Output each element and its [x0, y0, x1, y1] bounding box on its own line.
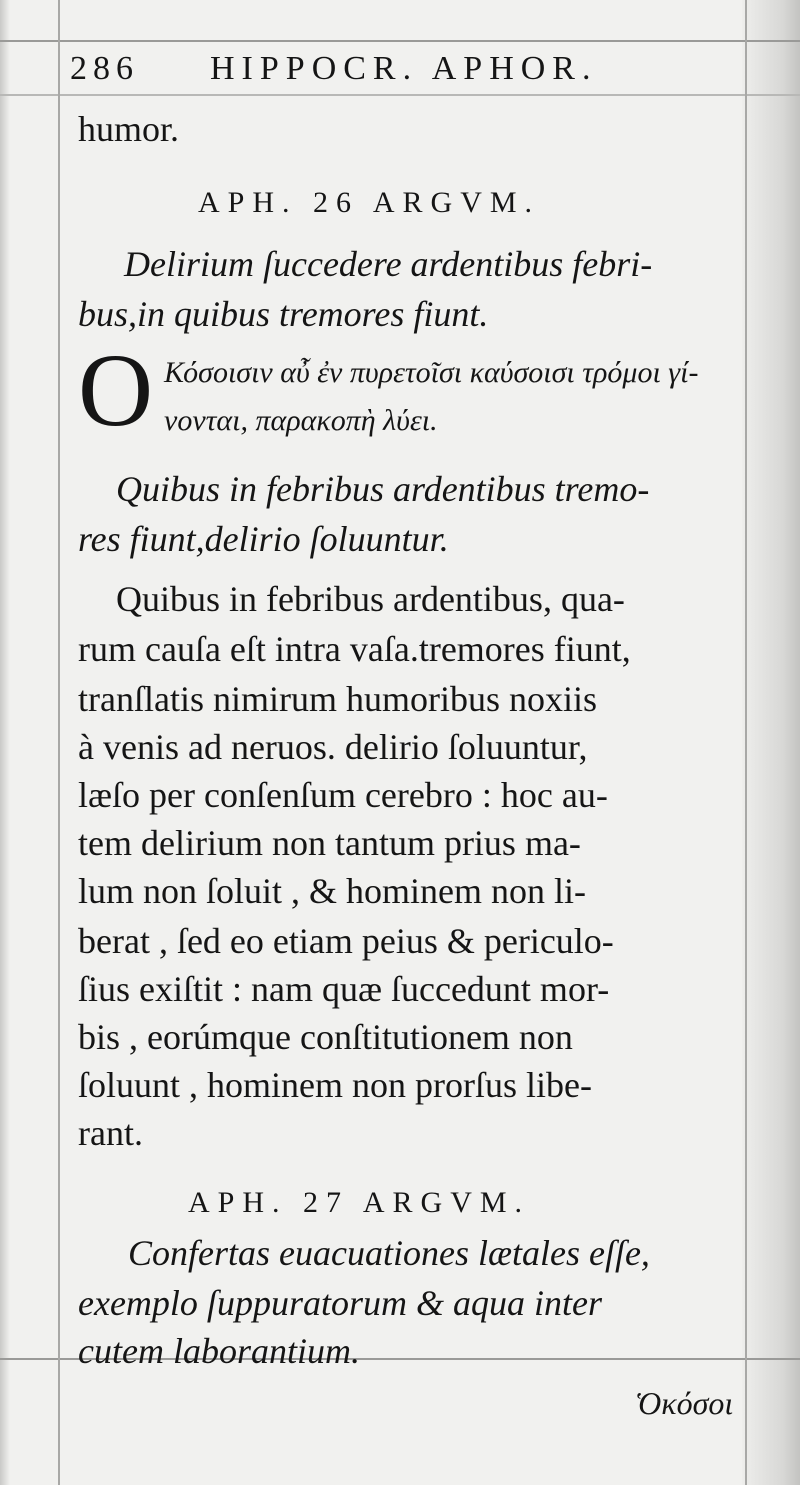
argument-line: Delirium ſuccedere ardentibus febri- — [124, 244, 653, 284]
commentary-line: bis , eorúmque conſtitutionem non — [78, 1017, 573, 1057]
commentary-line: ſius exiſtit : nam quæ ſuccedunt mor- — [78, 969, 610, 1009]
greek-line: Κόσοισιν αὖ ἐν πυρετοῖσι καύσοισι τρόμοι γί- — [164, 356, 699, 389]
commentary-line: tem delirium non tantum prius ma- — [78, 823, 581, 863]
commentary-line: lum non ſoluit , & hominem non li- — [78, 871, 586, 911]
argument-line: Confertas euacuationes lætales eſſe, — [128, 1233, 650, 1273]
left-margin-line — [58, 0, 60, 1485]
commentary-line: à venis ad neruos. delirio ſoluuntur, — [78, 727, 588, 767]
text-line: humor. — [78, 109, 180, 149]
catchword: Ὁκόσοι — [635, 1385, 734, 1421]
commentary-line: rant. — [78, 1113, 143, 1153]
commentary-line: Quibus in febribus ardentibus, qua- — [116, 579, 625, 619]
argument-line: exemplo ſuppuratorum & aqua inter — [78, 1283, 602, 1323]
commentary-line: berat , ſed eo etiam peius & periculo- — [78, 921, 614, 961]
commentary-line: tranſlatis nimirum humoribus noxiis — [78, 679, 597, 719]
commentary-line: ſoluunt , hominem non prorſus libe- — [78, 1065, 592, 1105]
commentary-line: læſo per conſenſum cerebro : hoc au- — [78, 775, 608, 815]
commentary-line: rum cauſa eſt intra vaſa.tremores fiunt, — [78, 629, 631, 669]
aphorism-heading-26: APH. 26 ARGVM. — [198, 186, 541, 219]
latin-translation-line: Quibus in febribus ardentibus tremo- — [116, 469, 650, 509]
latin-translation-line: res fiunt,delirio ſoluuntur. — [78, 519, 449, 559]
greek-line: νονται, παρακοπὴ λύει. — [164, 404, 438, 437]
top-rule — [0, 40, 800, 42]
page-edge-left — [0, 0, 10, 1485]
running-header — [70, 50, 750, 96]
drop-capital: O — [78, 333, 154, 448]
aphorism-heading-27: APH. 27 ARGVM. — [188, 1186, 531, 1219]
argument-line: bus,in quibus tremores fiunt. — [78, 294, 489, 334]
argument-line: cutem laborantium. — [78, 1331, 360, 1371]
page-number: 286 — [70, 50, 139, 87]
running-head: HIPPOCR. APHOR. — [210, 50, 598, 87]
